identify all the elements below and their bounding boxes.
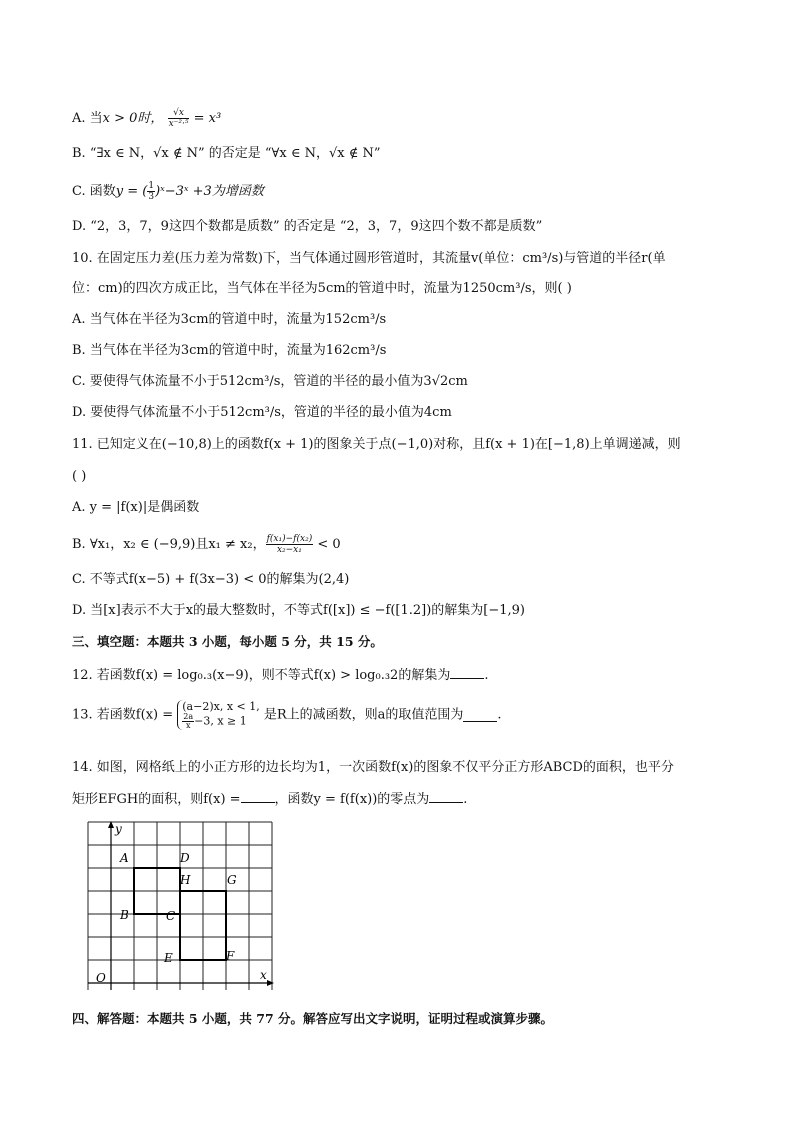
q10-option-a: A. 当气体在半径为3cm的管道中时，流量为152cm³/s: [72, 312, 387, 327]
q14-answer-blank-1[interactable]: [241, 790, 275, 803]
q10-stem-line2: 位：cm)的四次方成正比，当气体在半径为5cm的管道中时，流量为1250cm³/s，则( ): [72, 281, 572, 296]
q14-stem-line1: 14. 如图，网格纸上的小正方形的边长均为1，一次函数f(x)的图象不仅平分正方形ABCD的面积，也平分: [72, 760, 674, 775]
q14-answer-blank-2[interactable]: [429, 790, 463, 803]
q11-stem-line1: 11. 已知定义在(−10,8)上的函数f(x + 1)的图象关于点(−1,0)对称，且f(x + 1)在[−1,8)上单调递减，则: [72, 437, 681, 452]
label-x: x: [260, 968, 267, 982]
section-4-heading: 四、解答题：本题共 5 小题，共 77 分。解答应写出文字说明，证明过程或演算步骤。: [72, 1011, 554, 1026]
q10-option-c: C. 要使得气体流量不小于512cm³/s，管道的半径的最小值为3√2cm: [72, 374, 468, 389]
x-axis-arrow: [267, 980, 274, 986]
q9-option-b: B. “∃x ∈ N，√x ∉ N” 的否定是 “∀x ∈ N，√x ∉ N”: [72, 146, 381, 161]
section-3-heading: 三、填空题：本题共 3 小题，每小题 5 分，共 15 分。: [72, 634, 383, 649]
label-a: A: [120, 851, 129, 865]
piecewise-brace: (a−2)x, x < 1, $\frac{2a}{x}$ −3, x ≥ 1: [177, 700, 259, 730]
label-h: H: [180, 873, 191, 887]
label-o: O: [96, 971, 106, 985]
grid-figure: [84, 818, 276, 998]
q11-option-b: B. ∀x₁，x₂ ∈ (−9,9)且x₁ ≠ x₂， $\frac{\text{f(x₁)−f(x₂)}}{\text{x₂−x₁}}$ < 0: [72, 534, 341, 555]
q14-stem-line2: 矩形EFGH的面积，则f(x) = ，函数y = f(f(x))的零点为 .: [72, 792, 468, 807]
q13-answer-blank[interactable]: [463, 709, 497, 722]
q9-option-d: D. “2，3，7，9这四个数都是质数” 的否定是 “2，3，7，9这四个数不都是质数”: [72, 219, 543, 234]
label-b: B: [120, 908, 129, 922]
label-y: y: [115, 822, 122, 836]
label-e: E: [164, 951, 173, 965]
label-c: C: [166, 909, 176, 923]
q10-option-d: D. 要使得气体流量不小于512cm³/s，管道的半径的最小值为4cm: [72, 405, 452, 420]
q11-option-a: A. y = |f(x)|是偶函数: [72, 500, 200, 515]
q11-option-c: C. 不等式f(x−5) + f(3x−3) < 0的解集为(2,4): [72, 572, 350, 587]
q12-question: 12. 若函数f(x) = log₀.₃(x−9)，则不等式f(x) > log₀.₃2的解集为 .: [72, 668, 489, 683]
q10-stem-line1: 10. 在固定压力差(压力差为常数)下，当气体通过圆形管道时，其流量v(单位：cm³/s)与管道的半径r(单: [72, 251, 666, 266]
q11-stem-line2: ( ): [72, 469, 87, 484]
q11-option-d: D. 当[x]表示不大于x的最大整数时，不等式f([x]) ≤ −f([1.2])的解集为[−1,9): [72, 603, 525, 618]
q10-option-b: B. 当气体在半径为3cm的管道中时，流量为162cm³/s: [72, 343, 387, 358]
q9-option-a: A. 当x > 0时， $\frac{√x}{\text{x⁻²·⁵}}$ = x³: [72, 108, 222, 129]
q13-question: 13. 若函数f(x) = (a−2)x, x < 1, $\frac{2a}{x}$ −3, x ≥ 1 是R上的减函数，则a的取值范围为 .: [72, 700, 502, 730]
label-d: D: [180, 851, 190, 865]
label-g: G: [227, 873, 237, 887]
q9a-fraction: $\frac{√x}{\text{x⁻²·⁵}}$: [168, 108, 189, 129]
q9-option-c: C. 函数y = ( $\frac{1}{3}$ )ˣ−3ˣ +3为增函数: [72, 181, 264, 202]
q12-answer-blank[interactable]: [450, 666, 484, 679]
label-f: F: [226, 949, 235, 963]
